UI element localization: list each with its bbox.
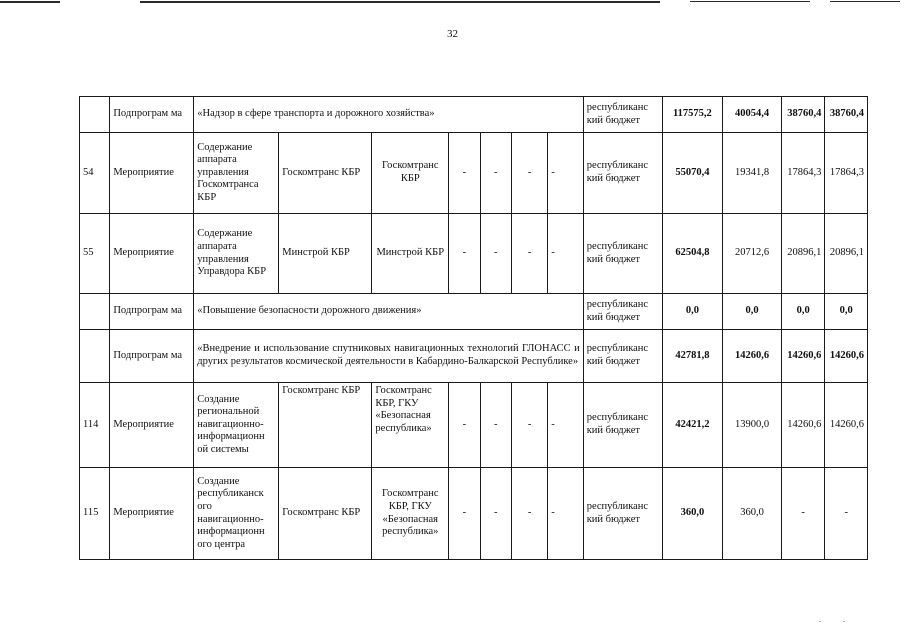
scan-artifact-line [140, 1, 660, 3]
budget-table [79, 96, 868, 560]
scan-artifact-line [830, 1, 900, 2]
year3-amount-cell: - [825, 468, 868, 560]
total-amount-cell: 360,0 [662, 468, 723, 560]
year3-amount-cell: 38760,4 [825, 97, 868, 133]
dash-cell: - [511, 383, 547, 468]
row-kind-cell: Мероприятие [110, 383, 194, 468]
total-amount-cell: 117575,2 [662, 97, 723, 133]
scan-corner-marks: .. [819, 615, 867, 624]
total-amount-cell: 0,0 [662, 294, 723, 330]
row-kind-cell: Подпрограм ма [110, 97, 194, 133]
year2-amount-cell: 20896,1 [781, 214, 824, 294]
year2-amount-cell: 17864,3 [781, 133, 824, 214]
dash-cell: - [511, 214, 547, 294]
year2-amount-cell: 0,0 [781, 294, 824, 330]
total-amount-cell: 42421,2 [662, 383, 723, 468]
budget-source-cell: республиканс кий бюджет [583, 97, 662, 133]
total-amount-cell: 55070,4 [662, 133, 723, 214]
executor-cell: Минстрой КБР [279, 214, 372, 294]
table-row [80, 294, 868, 330]
dash-cell: - [511, 133, 547, 214]
table-row [80, 214, 868, 294]
row-number-cell [80, 97, 110, 133]
year1-amount-cell: 19341,8 [723, 133, 782, 214]
row-number-cell [80, 294, 110, 330]
year1-amount-cell: 13900,0 [723, 383, 782, 468]
row-kind-cell: Подпрограм ма [110, 330, 194, 383]
dash-cell: - [449, 468, 480, 560]
dash-cell: - [480, 214, 511, 294]
dash-cell: - [480, 383, 511, 468]
year1-amount-cell: 40054,4 [723, 97, 782, 133]
table-row [80, 133, 868, 214]
coexecutor-cell: Минстрой КБР [372, 214, 449, 294]
activity-name-cell: Содержание аппарата управления Госкомтранса КБР [194, 133, 279, 214]
budget-source-cell: республиканс кий бюджет [583, 294, 662, 330]
table-row [80, 468, 868, 560]
activity-name-cell: Создание региональной навигационно-информационн ой системы [194, 383, 279, 468]
year3-amount-cell: 0,0 [825, 294, 868, 330]
total-amount-cell: 62504,8 [662, 214, 723, 294]
year3-amount-cell: 20896,1 [825, 214, 868, 294]
activity-name-cell: Создание республиканск ого навигационно-информационн ого центра [194, 468, 279, 560]
row-number-cell: 114 [80, 383, 110, 468]
table-row [80, 330, 868, 383]
subprogram-title-cell: «Повышение безопасности дорожного движения» [194, 294, 583, 330]
dash-cell: - [548, 383, 583, 468]
year1-amount-cell: 20712,6 [723, 214, 782, 294]
executor-cell: Госкомтранс КБР [279, 133, 372, 214]
dash-cell: - [548, 214, 583, 294]
year3-amount-cell: 17864,3 [825, 133, 868, 214]
year1-amount-cell: 360,0 [723, 468, 782, 560]
coexecutor-cell: Госкомтранс КБР, ГКУ «Безопасная республика» [372, 383, 449, 468]
row-kind-cell: Мероприятие [110, 214, 194, 294]
subprogram-title-cell: «Надзор в сфере транспорта и дорожного хозяйства» [194, 97, 583, 133]
scan-artifact-line [690, 1, 810, 2]
dash-cell: - [480, 468, 511, 560]
coexecutor-cell: Госкомтранс КБР [372, 133, 449, 214]
dash-cell: - [449, 214, 480, 294]
year2-amount-cell: 38760,4 [781, 97, 824, 133]
budget-source-cell: республиканс кий бюджет [583, 214, 662, 294]
budget-source-cell: республиканс кий бюджет [583, 468, 662, 560]
dash-cell: - [449, 133, 480, 214]
year2-amount-cell: 14260,6 [781, 330, 824, 383]
dash-cell: - [548, 468, 583, 560]
budget-source-cell: республиканс кий бюджет [583, 383, 662, 468]
budget-source-cell: республиканс кий бюджет [583, 133, 662, 214]
executor-cell: Госкомтранс КБР [279, 383, 372, 468]
table-row [80, 383, 868, 468]
coexecutor-cell: Госкомтранс КБР, ГКУ «Безопасная республика» [372, 468, 449, 560]
row-number-cell: 54 [80, 133, 110, 214]
year1-amount-cell: 14260,6 [723, 330, 782, 383]
dash-cell: - [480, 133, 511, 214]
year2-amount-cell: 14260,6 [781, 383, 824, 468]
dash-cell: - [449, 383, 480, 468]
row-number-cell: 115 [80, 468, 110, 560]
year3-amount-cell: 14260,6 [825, 330, 868, 383]
table-row [80, 97, 868, 133]
budget-source-cell: республиканс кий бюджет [583, 330, 662, 383]
row-kind-cell: Подпрограм ма [110, 294, 194, 330]
scan-artifact-line [0, 1, 60, 3]
year1-amount-cell: 0,0 [723, 294, 782, 330]
activity-name-cell: Содержание аппарата управления Управдора КБР [194, 214, 279, 294]
row-kind-cell: Мероприятие [110, 133, 194, 214]
row-number-cell [80, 330, 110, 383]
executor-cell: Госкомтранс КБР [279, 468, 372, 560]
page-number: 32 [447, 28, 458, 40]
row-number-cell: 55 [80, 214, 110, 294]
year2-amount-cell: - [781, 468, 824, 560]
total-amount-cell: 42781,8 [662, 330, 723, 383]
row-kind-cell: Мероприятие [110, 468, 194, 560]
year3-amount-cell: 14260,6 [825, 383, 868, 468]
dash-cell: - [511, 468, 547, 560]
dash-cell: - [548, 133, 583, 214]
subprogram-title-cell: «Внедрение и использование спутниковых навигационных технологий ГЛОНАСС и других результатов космической деятельности в Кабардино-Балкарской Республике» [194, 330, 583, 383]
